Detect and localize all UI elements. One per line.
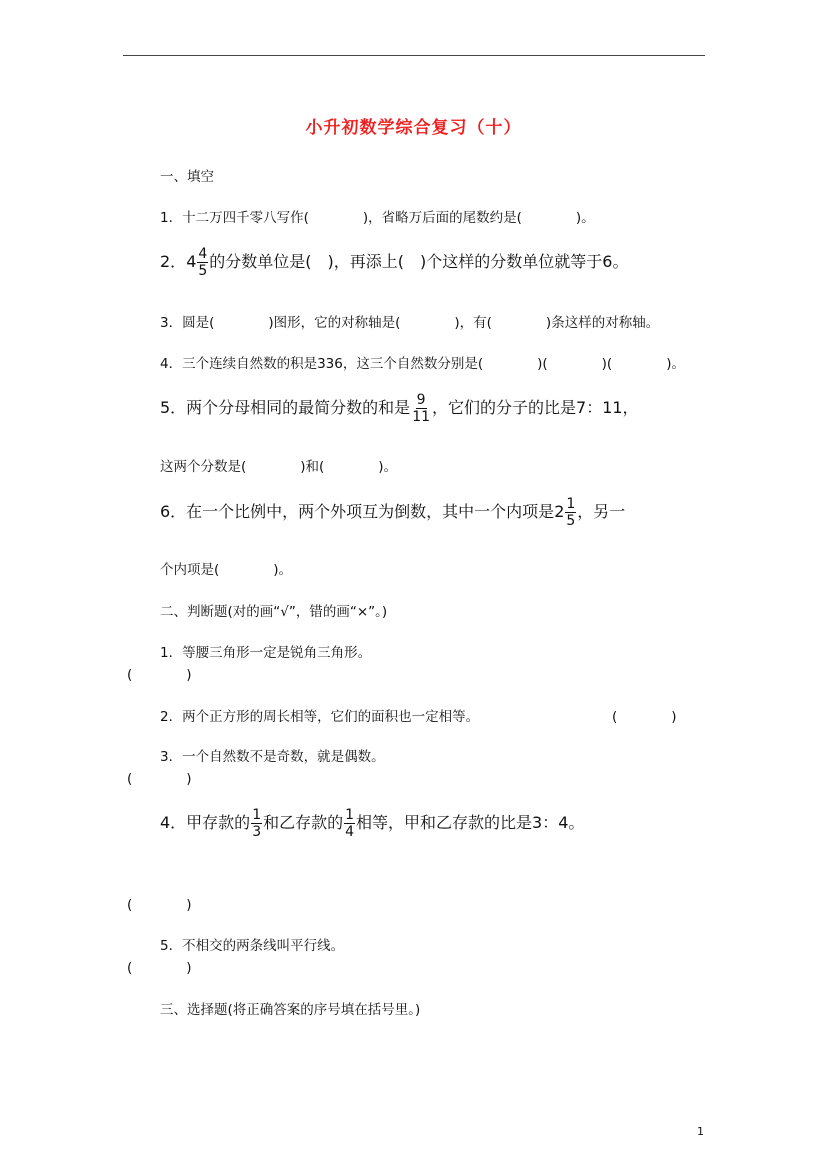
fraction [251,808,262,839]
answer-paren-2-2: ( ) [612,709,677,725]
answer-paren-2-1: ( ) [127,667,192,683]
question-text: 5．两个分母相同的最简分数的和是 [160,398,411,417]
question-text: ，它们的分子的比是7：11， [432,398,639,417]
question-1-6-line-2: 个内项是( )。 [160,562,293,578]
question-2-2: 2．两个正方形的周长相等，它们的面积也一定相等。 [160,709,480,725]
question-2-3: 3．一个自然数不是奇数，就是偶数。 [160,749,385,765]
question-text: 6．在一个比例中，两个外项互为倒数，其中一个内项是 [160,502,555,521]
fraction [197,247,208,278]
question-text: 相等，甲和乙存款的比是3：4。 [356,813,585,832]
question-1-5 [160,393,639,424]
fraction-denominator: 11 [412,409,431,425]
answer-paren-2-5: ( ) [127,960,192,976]
header-rule [123,55,705,56]
fraction [344,808,355,839]
question-2-5: 5．不相交的两条线叫平行线。 [160,938,345,954]
question-1-5-line-2: 这两个分数是( )和( )。 [160,459,398,475]
mixed-number-whole: 2 [554,502,565,521]
answer-paren-2-3: ( ) [127,771,192,787]
question-number: 2． [160,252,187,271]
question-2-4 [160,808,584,839]
question-2-1: 1．等腰三角形一定是锐角三角形。 [160,645,372,661]
question-1-3: 3．圆是( )图形，它的对称轴是( )，有( )条这样的对称轴。 [160,315,660,331]
fraction [565,497,576,528]
fraction-numerator: 9 [416,392,426,408]
fraction-denominator: 5 [198,263,208,279]
fraction-numerator: 1 [252,807,262,823]
question-1-2 [160,247,628,278]
section-heading-multiple-choice: 三、选择题(将正确答案的序号填在括号里。) [160,1002,421,1018]
mixed-number-whole: 4 [186,252,197,271]
question-text: 4．甲存款的 [160,813,251,832]
section-heading-fill-in: 一、填空 [160,169,214,185]
answer-paren-2-4: ( ) [127,897,192,913]
page-number: 1 [697,1125,704,1138]
document-title: 小升初数学综合复习（十） [305,118,522,138]
fraction [411,393,431,424]
section-heading-true-false: 二、判断题(对的画“√”，错的画“×”。) [160,604,388,620]
fraction-denominator: 3 [252,824,262,840]
fraction-numerator: 1 [566,496,576,512]
fraction-denominator: 4 [345,824,355,840]
fraction-numerator: 4 [198,246,208,262]
fraction-denominator: 5 [566,513,576,529]
question-1-6 [160,497,625,528]
question-text: ，另一 [577,502,626,521]
question-text: 和乙存款的 [263,813,344,832]
question-1-4: 4．三个连续自然数的积是336，这三个自然数分别是( )( )( )。 [160,356,685,372]
fraction-numerator: 1 [345,807,355,823]
question-text: 的分数单位是( )，再添上( )个这样的分数单位就等于6。 [209,252,629,271]
question-1-1: 1．十二万四千零八写作( )，省略万后面的尾数约是( )。 [160,210,595,226]
